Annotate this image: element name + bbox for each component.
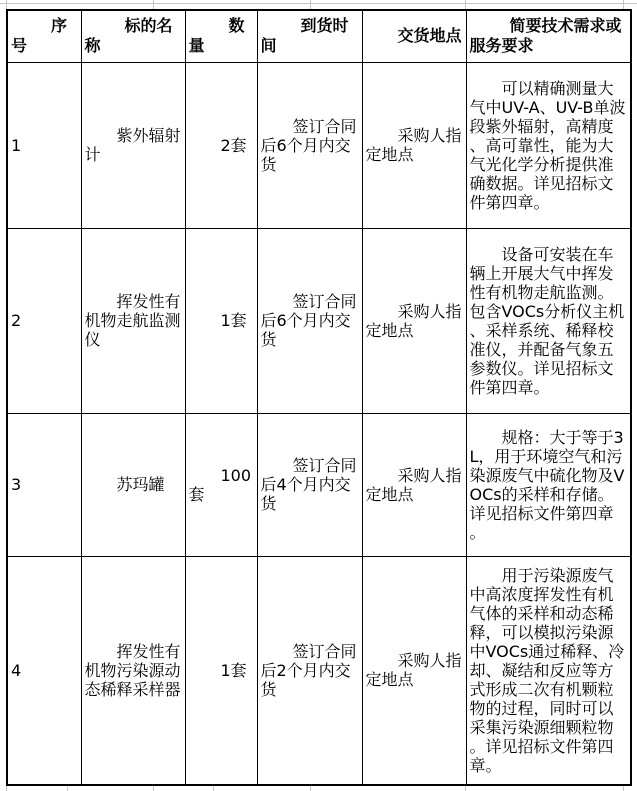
header-cell-serial: 序号 — [7, 10, 81, 62]
header-cell-subject-name: 标的名称 — [81, 10, 185, 62]
cell-requirements: 用于污染源废气中高浓度挥发性有机气体的采样和动态稀释，可以模拟污染源中VOCs通过稀释、冷却、凝结和反应等方式形成二次有机颗粒物的过程，同时可以采集污染源细颗粒物。详见招标文件第四章。 — [466, 556, 631, 785]
cell-delivery-place: 采购人指定地点 — [362, 556, 466, 785]
cell-delivery-place: 采购人指定地点 — [362, 62, 466, 228]
header-cell-requirements: 简要技术需求或服务要求 — [466, 10, 631, 62]
cell-serial: 1 — [7, 62, 81, 228]
table-row — [7, 62, 631, 228]
cell-subject-name: 挥发性有机物走航监测仪 — [81, 228, 185, 413]
table-row — [7, 228, 631, 413]
cell-requirements: 设备可安装在车辆上开展大气中挥发性有机物走航监测。包含VOCs分析仪主机、采样系统、稀释校准仪，并配备气象五参数仪。详见招标文件第四章。 — [466, 228, 631, 413]
table-row — [7, 413, 631, 556]
header-row — [7, 10, 631, 62]
cell-delivery-time: 签订合同后4个月内交货 — [257, 413, 362, 556]
cell-delivery-time: 签订合同后2个月内交货 — [257, 556, 362, 785]
header-cell-quantity: 数量 — [185, 10, 257, 62]
cell-quantity: 2套 — [185, 62, 257, 228]
cell-serial: 2 — [7, 228, 81, 413]
cell-subject-name: 挥发性有机物污染源动态稀释采样器 — [81, 556, 185, 785]
grid-line — [0, 3, 637, 4]
cell-subject-name: 紫外辐射计 — [81, 62, 185, 228]
cell-quantity: 1套 — [185, 556, 257, 785]
cell-subject-name: 苏玛罐 — [81, 413, 185, 556]
cell-delivery-place: 采购人指定地点 — [362, 228, 466, 413]
cell-quantity: 100套 — [185, 413, 257, 556]
cell-requirements: 规格：大于等于3L，用于环境空气和污染源废气中硫化物及VOCs的采样和存储。详见招标文件第四章。 — [466, 413, 631, 556]
table-row — [7, 556, 631, 785]
procurement-table — [6, 9, 632, 786]
cell-delivery-time: 签订合同后6个月内交货 — [257, 228, 362, 413]
header-cell-delivery-time: 到货时间 — [257, 10, 362, 62]
cell-serial: 4 — [7, 556, 81, 785]
cell-requirements: 可以精确测量大气中UV-A、UV-B单波段紫外辐射，高精度、高可靠性，能为大气光化学分析提供准确数据。详见招标文件第四章。 — [466, 62, 631, 228]
cell-delivery-place: 采购人指定地点 — [362, 413, 466, 556]
cell-delivery-time: 签订合同后6个月内交货 — [257, 62, 362, 228]
cell-quantity: 1套 — [185, 228, 257, 413]
header-cell-delivery-place: 交货地点 — [362, 10, 466, 62]
cell-serial: 3 — [7, 413, 81, 556]
